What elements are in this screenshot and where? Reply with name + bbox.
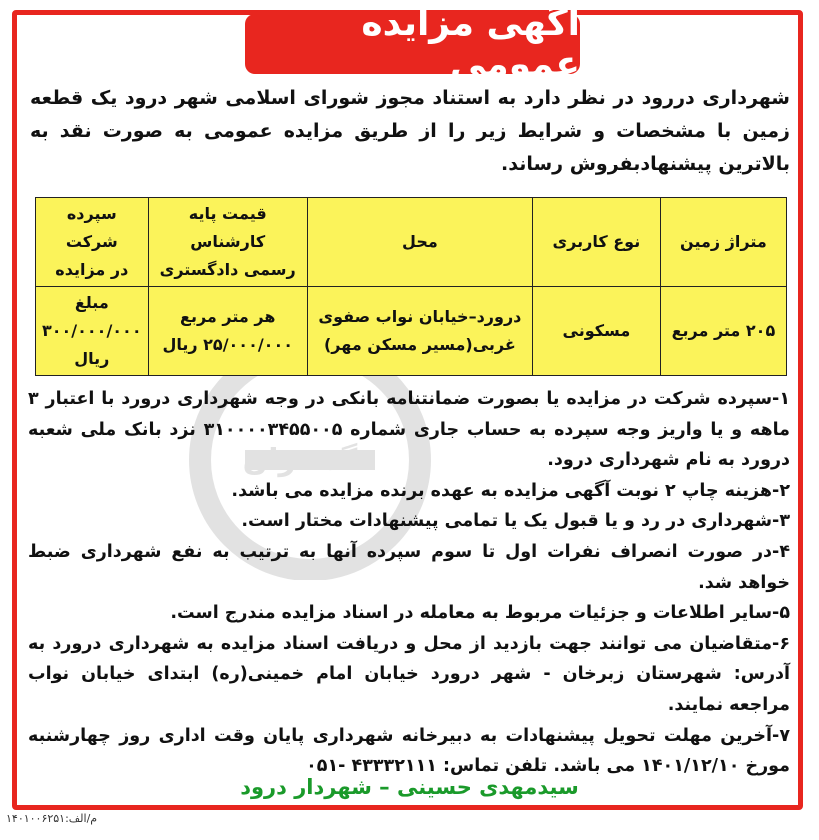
rule-item: ۷-آخرین مهلت تحویل پیشنهادات به دبیرخانه شهرداری پایان وقت اداری روز چهارشنبه مورخ ۱۴۰۱/۱۲/۱۰ می باشد. تلفن تماس: ۴۳۳۳۲۱۱۱ -۰۵۱: [28, 725, 790, 777]
header-deposit: [36, 198, 149, 287]
cell-usage: مسکونی: [532, 287, 660, 376]
intro-paragraph: شهرداری دررود در نظر دارد به استناد مجوز شورای اسلامی شهر درود یک قطعه زمین با مشخصات و شرایط زیر را از طریق مزایده عمومی به صورت نقد به بالاترین پیشنهادبفروش رساند.: [30, 87, 790, 175]
header-deposit-line1: سپرده شرکت: [65, 204, 118, 251]
watermark-text: گستران: [242, 443, 358, 478]
title-banner: [245, 3, 580, 85]
cell-deposit-line1: مبلغ ۳۰۰/۰۰۰/۰۰۰: [42, 293, 142, 340]
header-price-line1: قیمت پایه کارشناس: [188, 204, 267, 251]
cell-price-line1: هر متر مربع: [180, 307, 276, 326]
auction-table: [35, 197, 787, 376]
header-price: [148, 198, 307, 287]
notice-title: آگهی مزایده عمومی: [361, 3, 580, 85]
table-row: [36, 287, 787, 376]
cell-deposit-line2: ریال: [74, 349, 110, 368]
header-area: متراژ زمین: [660, 198, 786, 287]
cell-deposit: [36, 287, 149, 376]
rule-item: ۴-در صورت انصراف نفرات اول تا سوم سپرده آنها به ترتیب به نفع شهرداری ضبط خواهد شد.: [28, 541, 790, 593]
serial-number: م/الف:۱۴۰۱۰۰۶۲۵۱: [6, 812, 98, 825]
header-deposit-line2: در مزایده: [55, 260, 129, 279]
header-usage: نوع کاربری: [532, 198, 660, 287]
rule-item: ۶-متقاضیان می توانند جهت بازدید از محل و دریافت اسناد مزایده به شهرداری درورد به آدرس: شهرستان زبرخان - شهر درورد خیابان امام خمینی(ره) ابتدای خیابان نواب مراجعه نمایند.: [28, 633, 790, 715]
rule-item: ۲-هزینه چاپ ۲ نوبت آگهی مزایده به عهده برنده مزایده می باشد.: [231, 480, 790, 501]
cell-location: [307, 287, 532, 376]
signature: سیدمهدی حسینی – شهردار درود: [240, 775, 579, 799]
cell-location-line1: درورد–خیابان نواب صفوی: [318, 307, 522, 326]
header-price-line2: رسمی دادگستری: [159, 260, 296, 279]
rule-item: ۳-شهرداری در رد و یا قبول یک یا تمامی پیشنهادات مختار است.: [241, 511, 790, 532]
cell-price: [148, 287, 307, 376]
rule-item: ۱-سپرده شرکت در مزایده یا بصورت ضمانتنامه بانکی در وجه شهرداری درورد با اعتبار ۳ ماهه و یا واریز وجه سپرده به حساب جاری شماره ۳۱۰۰۰۰۳۴۵۵۰۰۵ نزد بانک ملی شعبه درورد به نام شهرداری درود.: [28, 389, 791, 471]
cell-area: ۲۰۵ متر مربع: [660, 287, 786, 376]
rules-list: [28, 384, 790, 782]
header-location: محل: [307, 198, 532, 287]
cell-price-line2: ۲۵/۰۰۰/۰۰۰ ریال: [162, 335, 293, 354]
rule-item: ۵-سایر اطلاعات و جزئیات مربوط به معامله در اسناد مزایده مندرج است.: [170, 603, 790, 624]
cell-location-line2: غربی(مسیر مسکن مهر): [323, 335, 516, 354]
table-header-row: [36, 198, 787, 287]
